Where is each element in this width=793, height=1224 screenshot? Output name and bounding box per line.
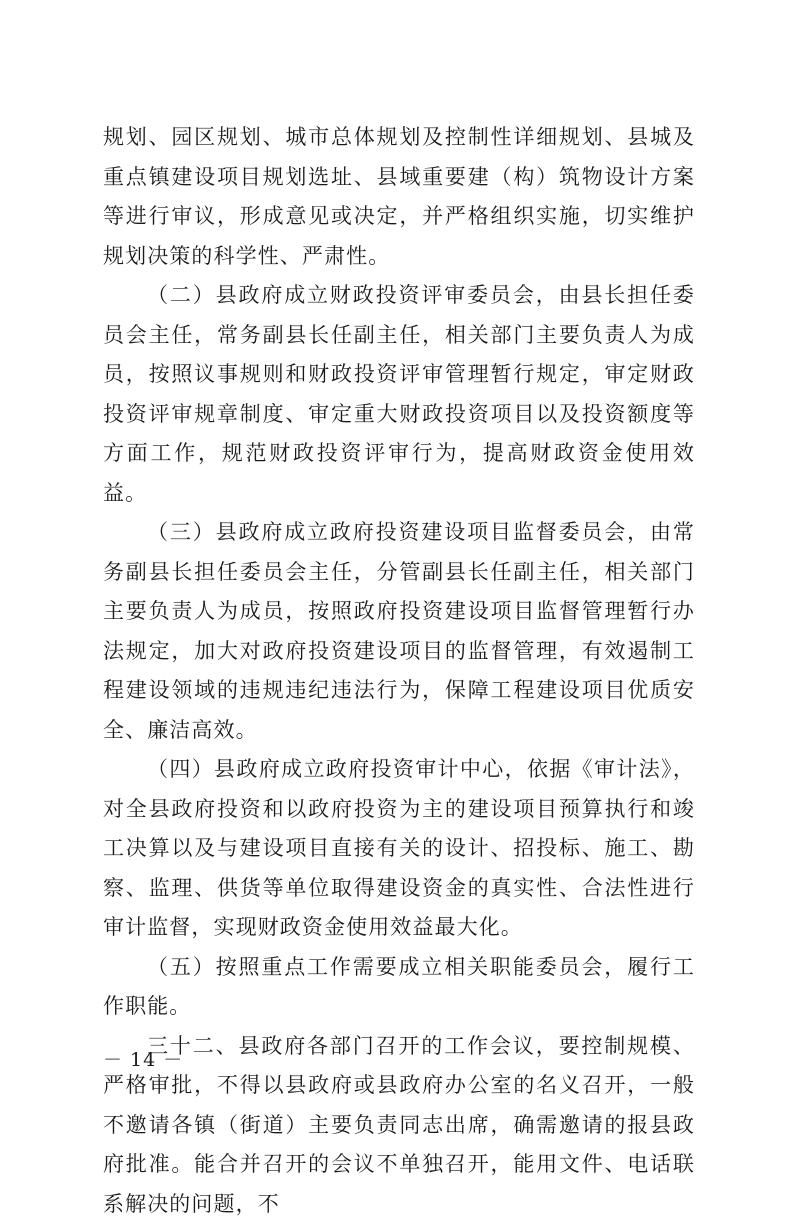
paragraph-continuation: 规划、园区规划、城市总体规划及控制性详细规划、县城及重点镇建设项目规划选址、县域重要建（构）筑物设计方案等进行审议，形成意见或决定，并严格组织实施，切实维护规划决策的科学性、严肃性。	[103, 118, 695, 276]
page-number: － 14 －	[103, 1045, 183, 1072]
paragraph-item-5: （五）按照重点工作需要成立相关职能委员会，履行工作职能。	[103, 948, 695, 1027]
paragraph-item-3: （三）县政府成立政府投资建设项目监督委员会，由常务副县长担任委员会主任，分管副县长任副主任，相关部门主要负责人为成员，按照政府投资建设项目监督管理暂行办法规定，加大对政府投资建设项目的监督管理，有效遏制工程建设领域的违规违纪违法行为，保障工程建设项目优质安全、廉洁高效。	[103, 513, 695, 750]
paragraph-article-32: 三十二、县政府各部门召开的工作会议，要控制规模、严格审批，不得以县政府或县政府办公室的名义召开，一般不邀请各镇（街道）主要负责同志出席，确需邀请的报县政府批准。能合并召开的会议不单独召开，能用文件、电话联系解决的问题，不	[103, 1027, 695, 1224]
paragraph-item-4: （四）县政府成立政府投资审计中心，依据《审计法》，对全县政府投资和以政府投资为主的建设项目预算执行和竣工决算以及与建设项目直接有关的设计、招投标、施工、勘察、监理、供货等单位取得建设资金的真实性、合法性进行审计监督，实现财政资金使用效益最大化。	[103, 750, 695, 948]
paragraph-item-2: （二）县政府成立财政投资评审委员会，由县长担任委员会主任，常务副县长任副主任，相关部门主要负责人为成员，按照议事规则和财政投资评审管理暂行规定，审定财政投资评审规章制度、审定重大财政投资项目以及投资额度等方面工作，规范财政投资评审行为，提高财政资金使用效益。	[103, 276, 695, 513]
document-body	[103, 118, 695, 1224]
